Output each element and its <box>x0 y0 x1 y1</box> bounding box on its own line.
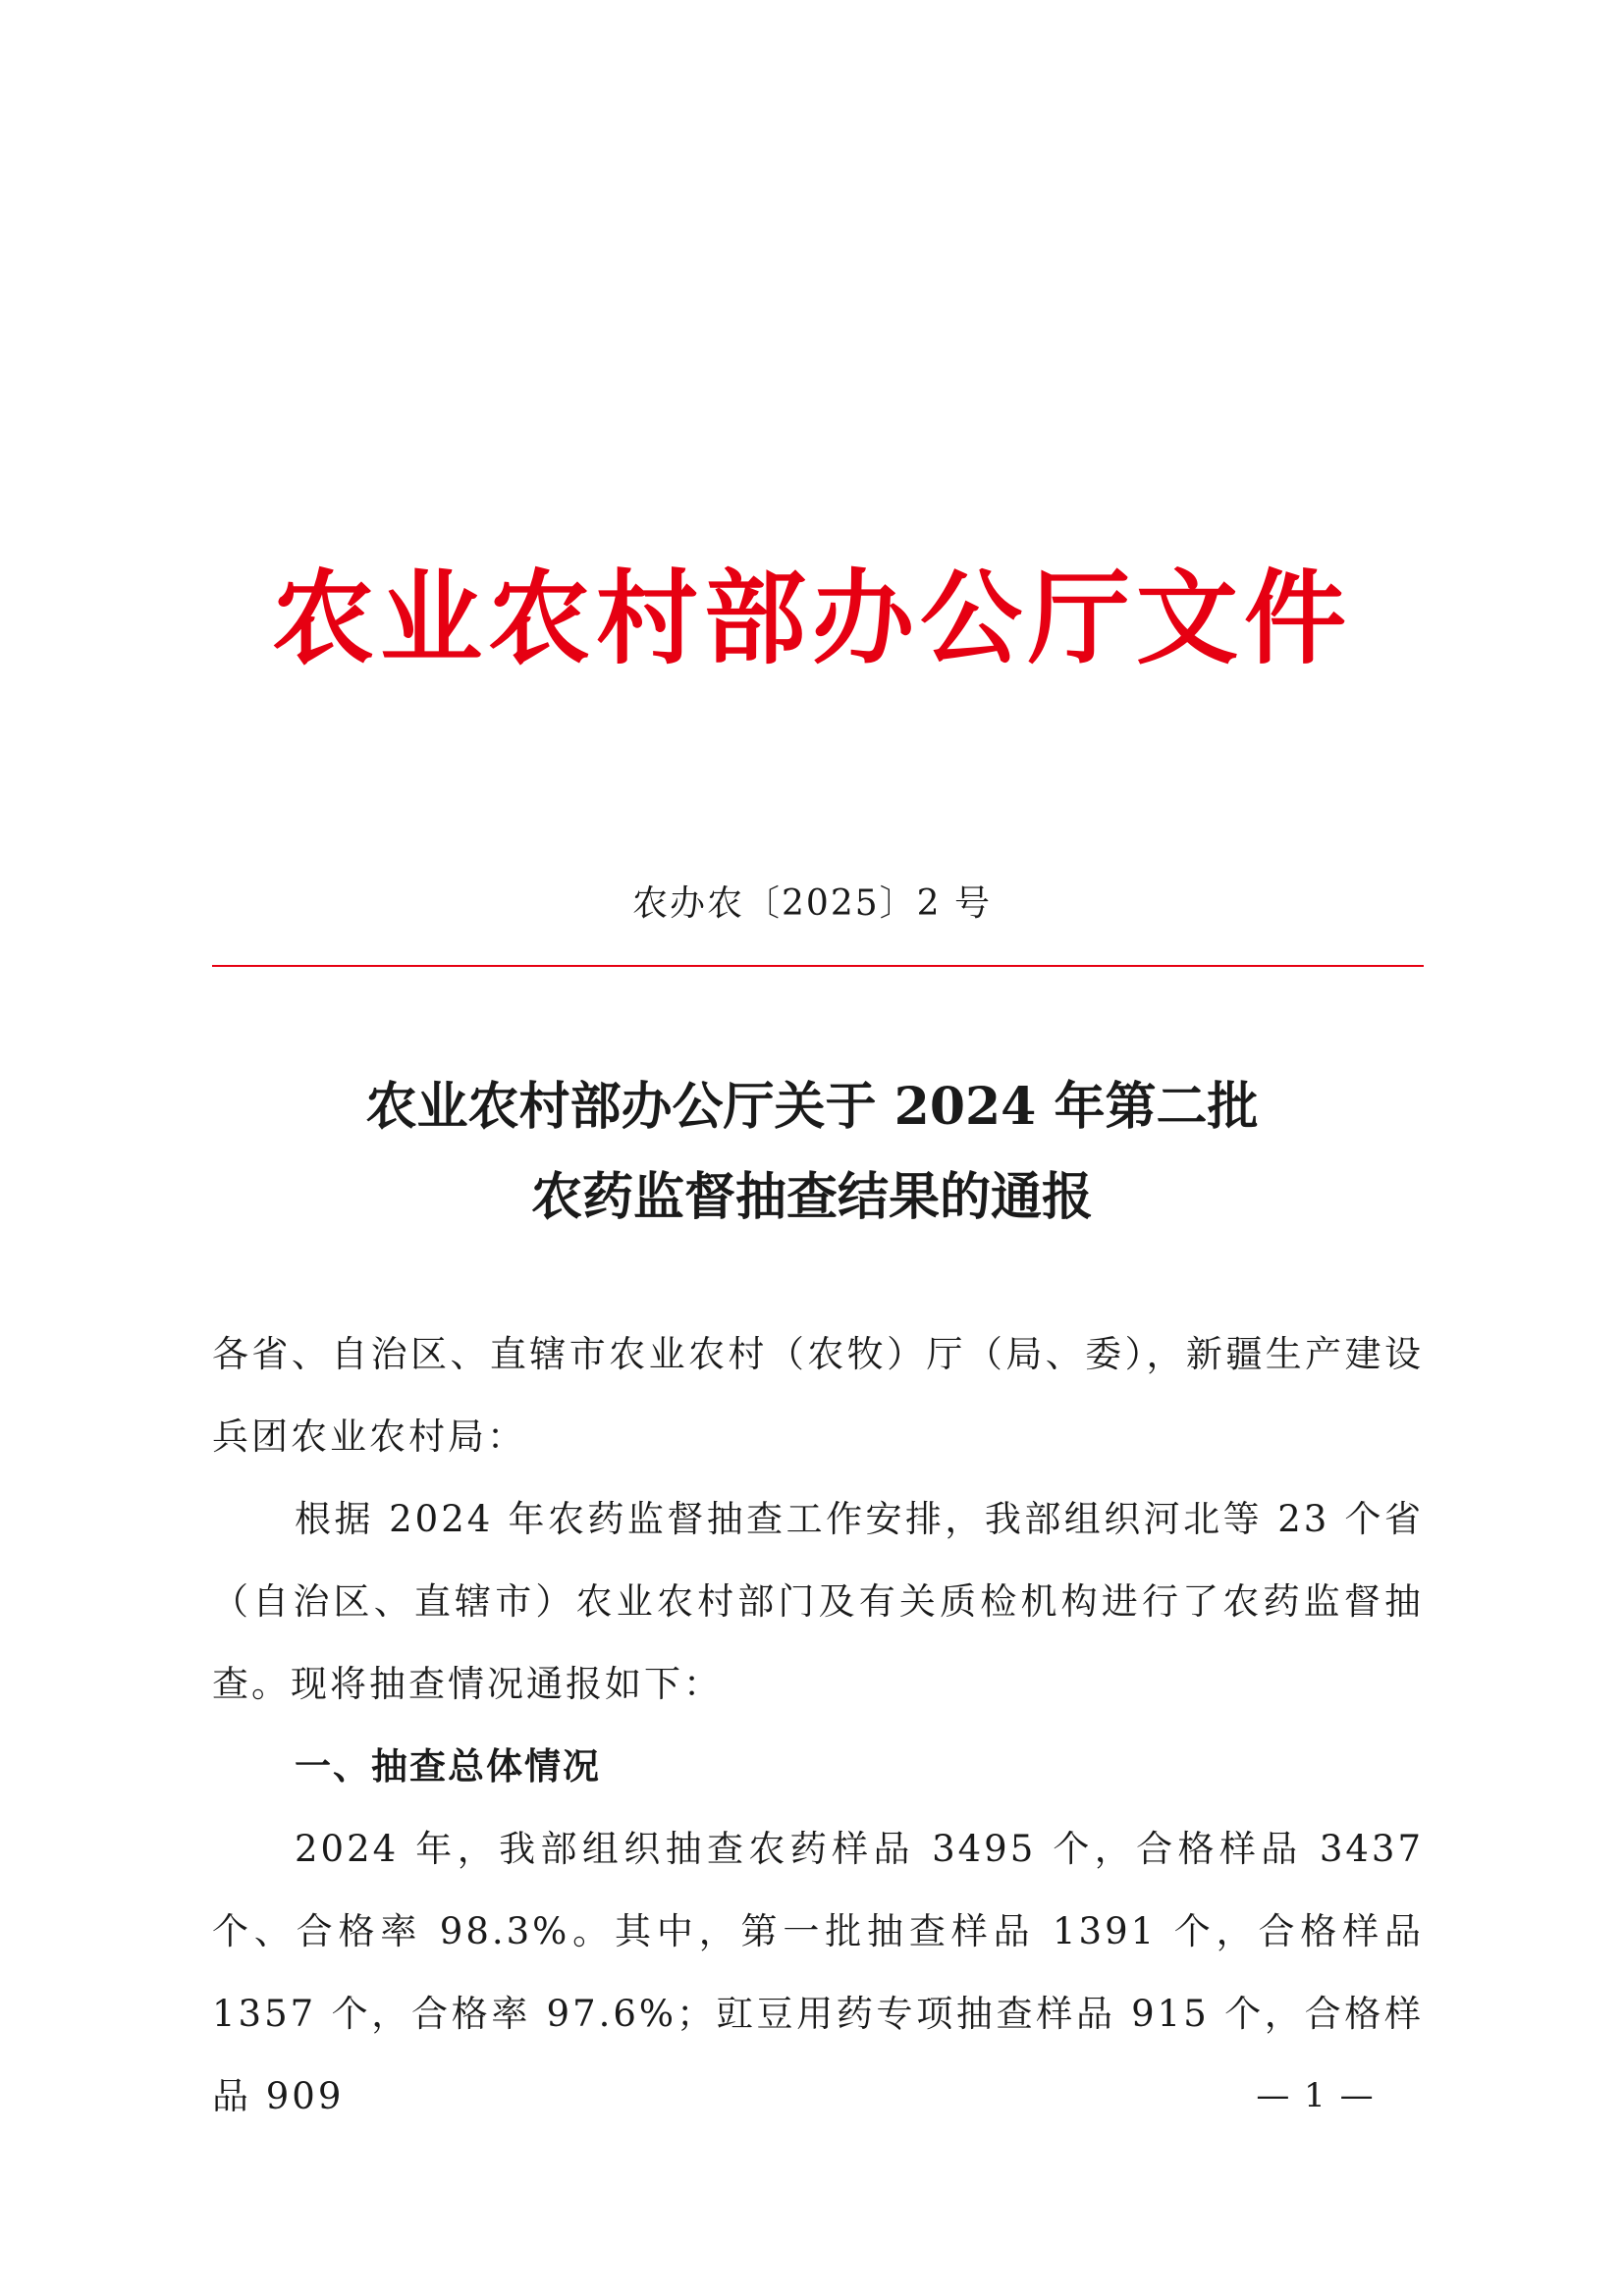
title-line-2: 农药监督抽查结果的通报 <box>530 1167 1093 1227</box>
document-title <box>0 1062 1624 1243</box>
section-1-paragraph: 2024 年，我部组织抽查农药样品 3495 个，合格样品 3437 个、合格率 98.3%。其中，第一批抽查样品 1391 个，合格样品 1357 个，合格率 97.6%；豇豆用药专项抽查样品 915 个，合格样品 909 <box>212 1828 1424 2117</box>
masthead-title: 农业农村部办公厅文件 <box>271 558 1352 678</box>
document-body <box>212 1313 1424 2138</box>
title-line-1: 农业农村部办公厅关于 2024 年第二批 <box>365 1077 1259 1137</box>
page-number: — 1 — <box>1256 2076 1376 2115</box>
intro-paragraph: 根据 2024 年农药监督抽查工作安排，我部组织河北等 23 个省（自治区、直辖市）农业农村部门及有关质检机构进行了农药监督抽查。现将抽查情况通报如下： <box>212 1498 1424 1705</box>
section-heading-1: 一、抽查总体情况 <box>295 1745 601 1788</box>
salutation-paragraph: 各省、自治区、直辖市农业农村（农牧）厅（局、委），新疆生产建设兵团农业农村局： <box>212 1333 1424 1458</box>
document-number: 农办农〔2025〕2 号 <box>632 883 992 924</box>
red-divider-line <box>212 965 1424 967</box>
